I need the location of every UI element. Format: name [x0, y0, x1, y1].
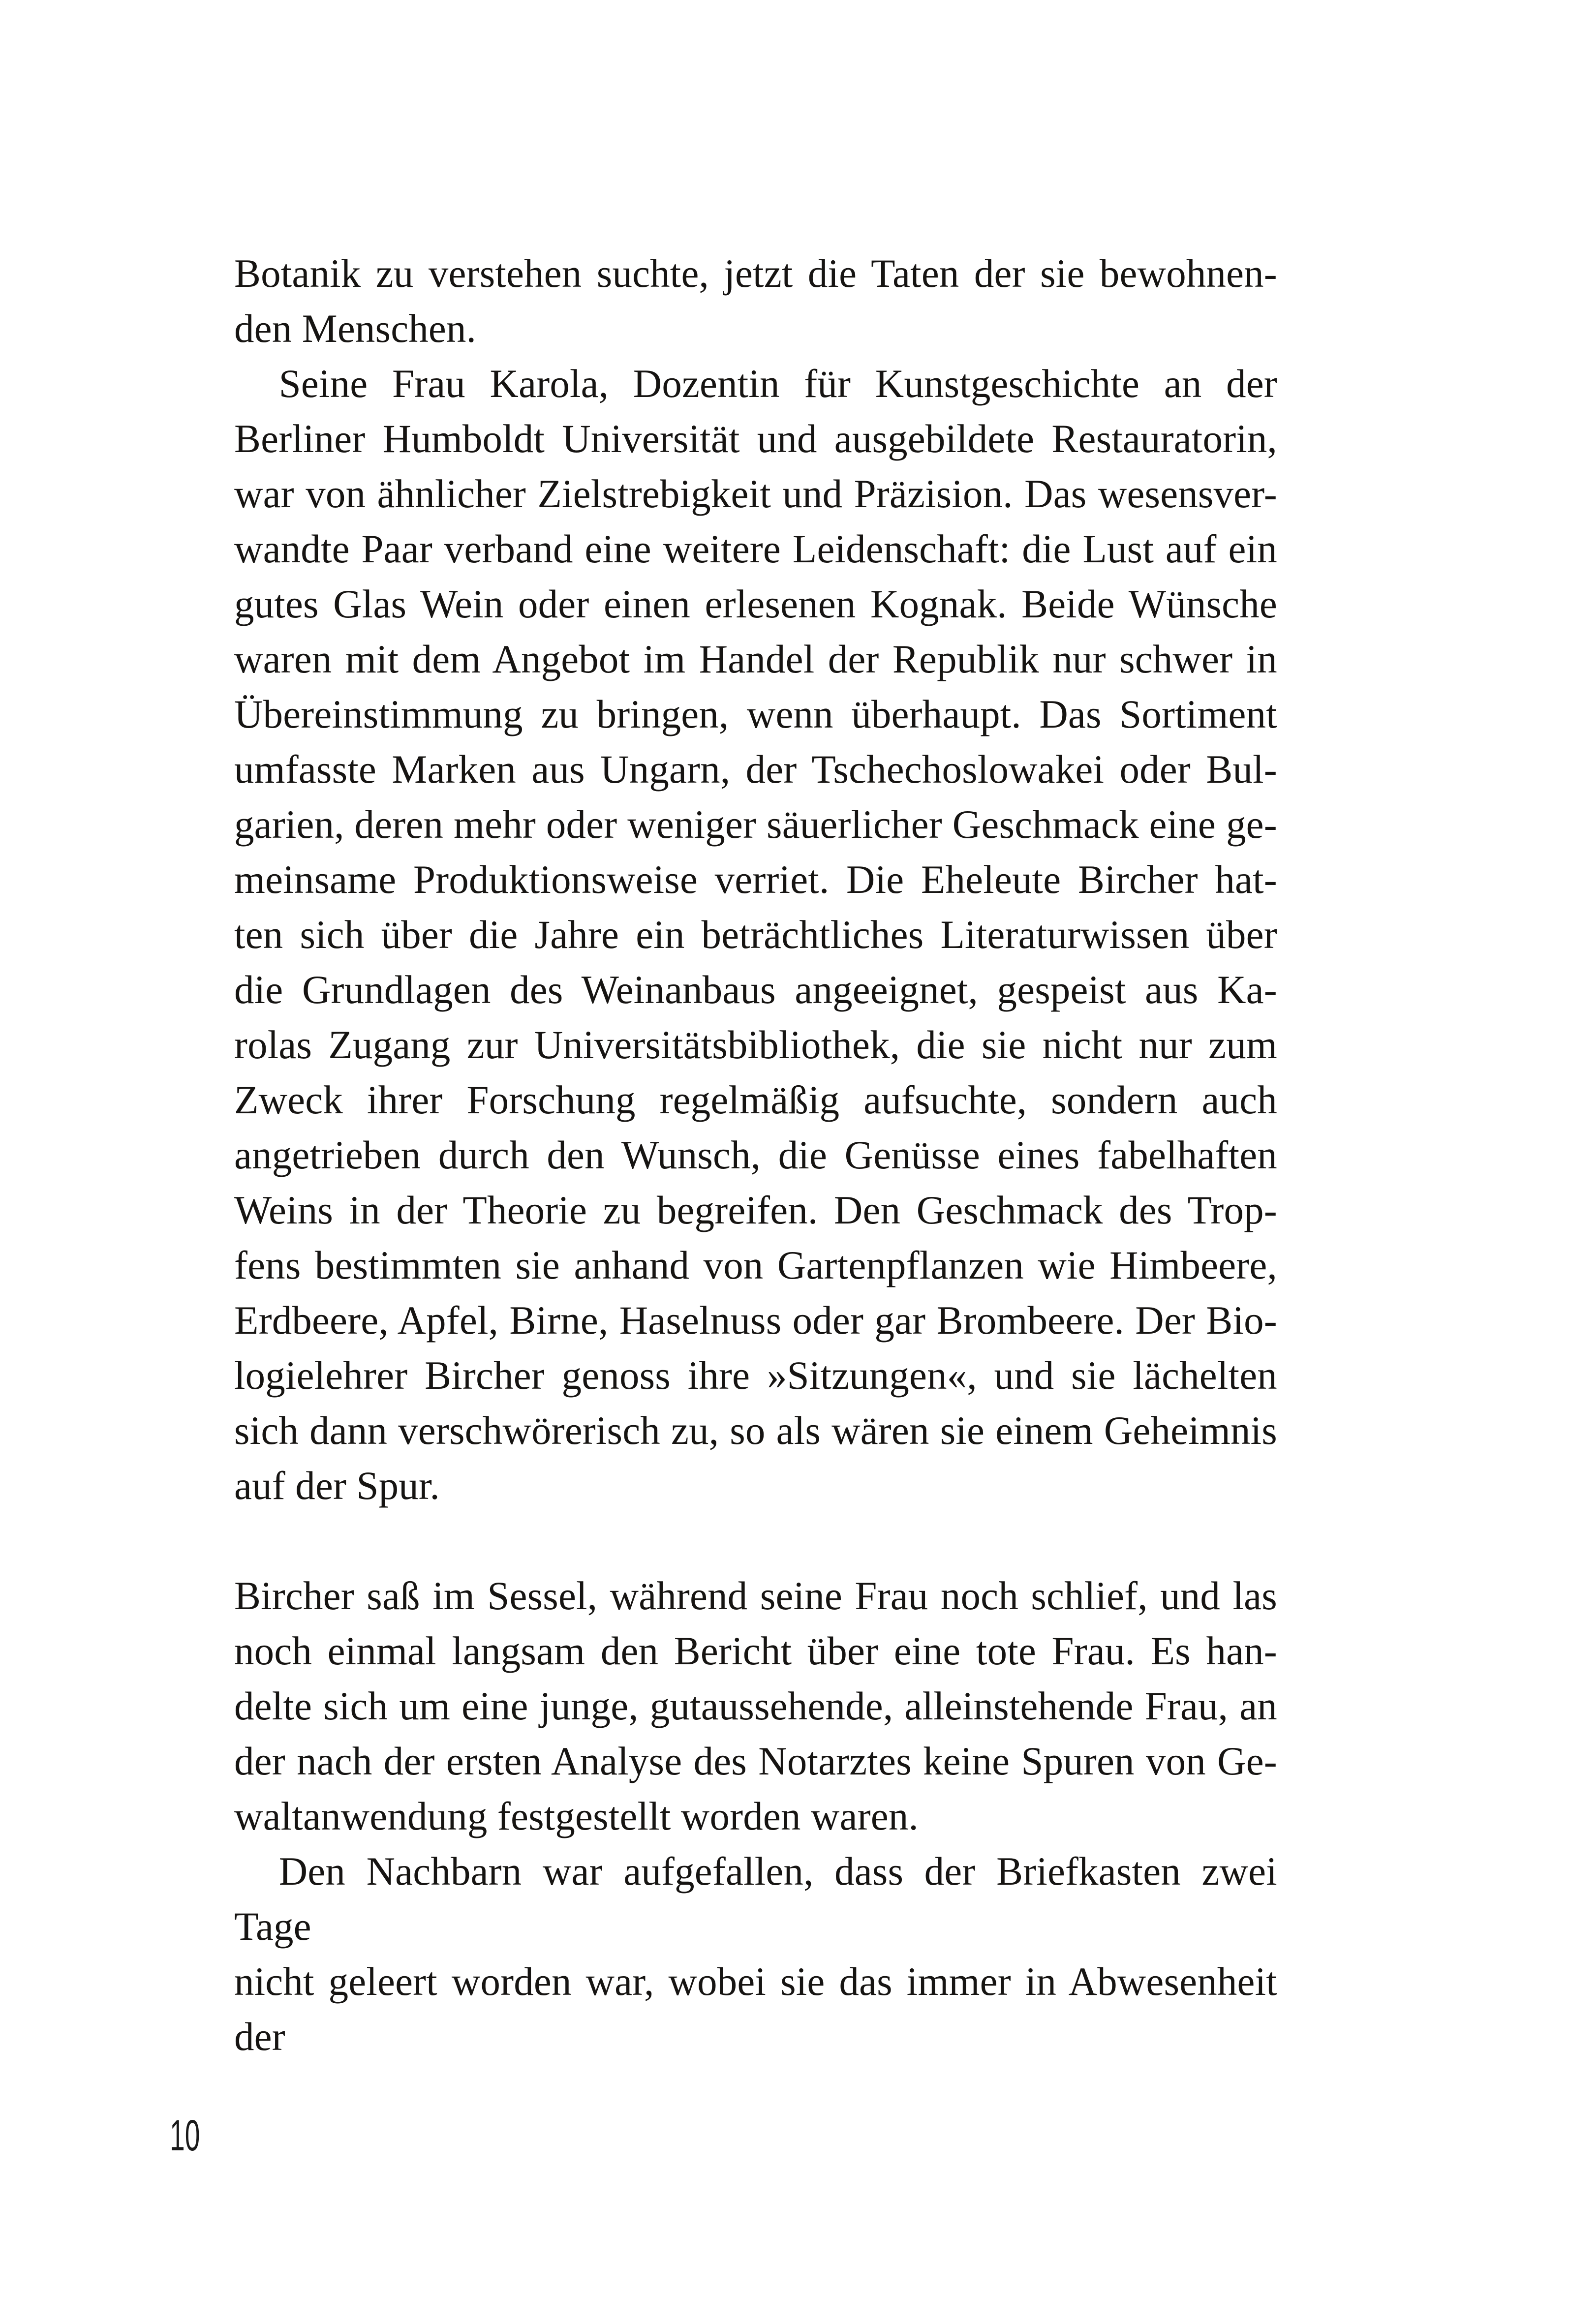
text-line: sich dann verschwörerisch zu, so als wären sie einem Geheimnis: [234, 1408, 1277, 1453]
text-line: rolas Zugang zur Universitätsbibliothek, die sie nicht nur zum: [234, 1022, 1277, 1067]
text-line: Den Nachbarn war aufgefallen, dass der Briefkasten zwei Tage: [234, 1849, 1277, 1949]
text-line: auf der Spur.: [234, 1463, 440, 1508]
text-line: Seine Frau Karola, Dozentin für Kunstgeschichte an der: [278, 361, 1277, 406]
text-line: nicht geleert worden war, wobei sie das immer in Abwesenheit der: [234, 1959, 1277, 2059]
text-line: Berliner Humboldt Universität und ausgebildete Restauratorin,: [234, 416, 1277, 461]
text-line: angetrieben durch den Wunsch, die Genüsse eines fabelhaften: [234, 1132, 1277, 1177]
text-line: delte sich um eine junge, gutaussehende, alleinstehende Frau, an: [234, 1683, 1277, 1728]
text-line: Bircher saß im Sessel, während seine Frau noch schlief, und las: [234, 1573, 1277, 1618]
text-line: die Grundlagen des Weinanbaus angeeignet, gespeist aus Ka-: [234, 967, 1277, 1012]
text-line: den Menschen.: [234, 306, 477, 351]
text-block: [234, 246, 1277, 2064]
text-line: Zweck ihrer Forschung regelmäßig aufsuchte, sondern auch: [234, 1077, 1277, 1122]
paragraph: [234, 1844, 1277, 2064]
text-line: meinsame Produktionsweise verriet. Die Eheleute Bircher hat-: [234, 857, 1277, 902]
text-line: Botanik zu verstehen suchte, jetzt die Taten der sie bewohnen-: [234, 251, 1277, 296]
paragraph: [234, 246, 1277, 356]
text-line: Weins in der Theorie zu begreifen. Den Geschmack des Trop-: [234, 1188, 1277, 1232]
text-line: Erdbeere, Apfel, Birne, Haselnuss oder gar Brombeere. Der Bio-: [234, 1298, 1277, 1343]
text-line: umfasste Marken aus Ungarn, der Tschechoslowakei oder Bul-: [234, 747, 1277, 792]
text-line: wandte Paar verband eine weitere Leidenschaft: die Lust auf ein: [234, 526, 1277, 571]
text-line: ten sich über die Jahre ein beträchtliches Literaturwissen über: [234, 912, 1277, 957]
text-line: Übereinstimmung zu bringen, wenn überhaupt. Das Sortiment: [234, 692, 1277, 736]
text-line: war von ähnlicher Zielstrebigkeit und Präzision. Das wesensver-: [234, 471, 1277, 516]
text-line: gutes Glas Wein oder einen erlesenen Kognak. Beide Wünsche: [234, 581, 1277, 626]
text-line: waltanwendung festgestellt worden waren.: [234, 1794, 919, 1838]
text-line: garien, deren mehr oder weniger säuerlicher Geschmack eine ge-: [234, 802, 1277, 847]
text-line: waren mit dem Angebot im Handel der Republik nur schwer in: [234, 637, 1277, 681]
text-line: der nach der ersten Analyse des Notarztes keine Spuren von Ge-: [234, 1739, 1277, 1783]
text-line: noch einmal langsam den Bericht über eine tote Frau. Es han-: [234, 1628, 1277, 1673]
paragraph: [234, 1568, 1277, 1844]
text-line: fens bestimmten sie anhand von Gartenpflanzen wie Himbeere,: [234, 1243, 1277, 1287]
paragraph: [234, 356, 1277, 1513]
page-number: 10: [170, 2110, 200, 2160]
text-line: logielehrer Bircher genoss ihre »Sitzungen«, und sie lächelten: [234, 1353, 1277, 1398]
